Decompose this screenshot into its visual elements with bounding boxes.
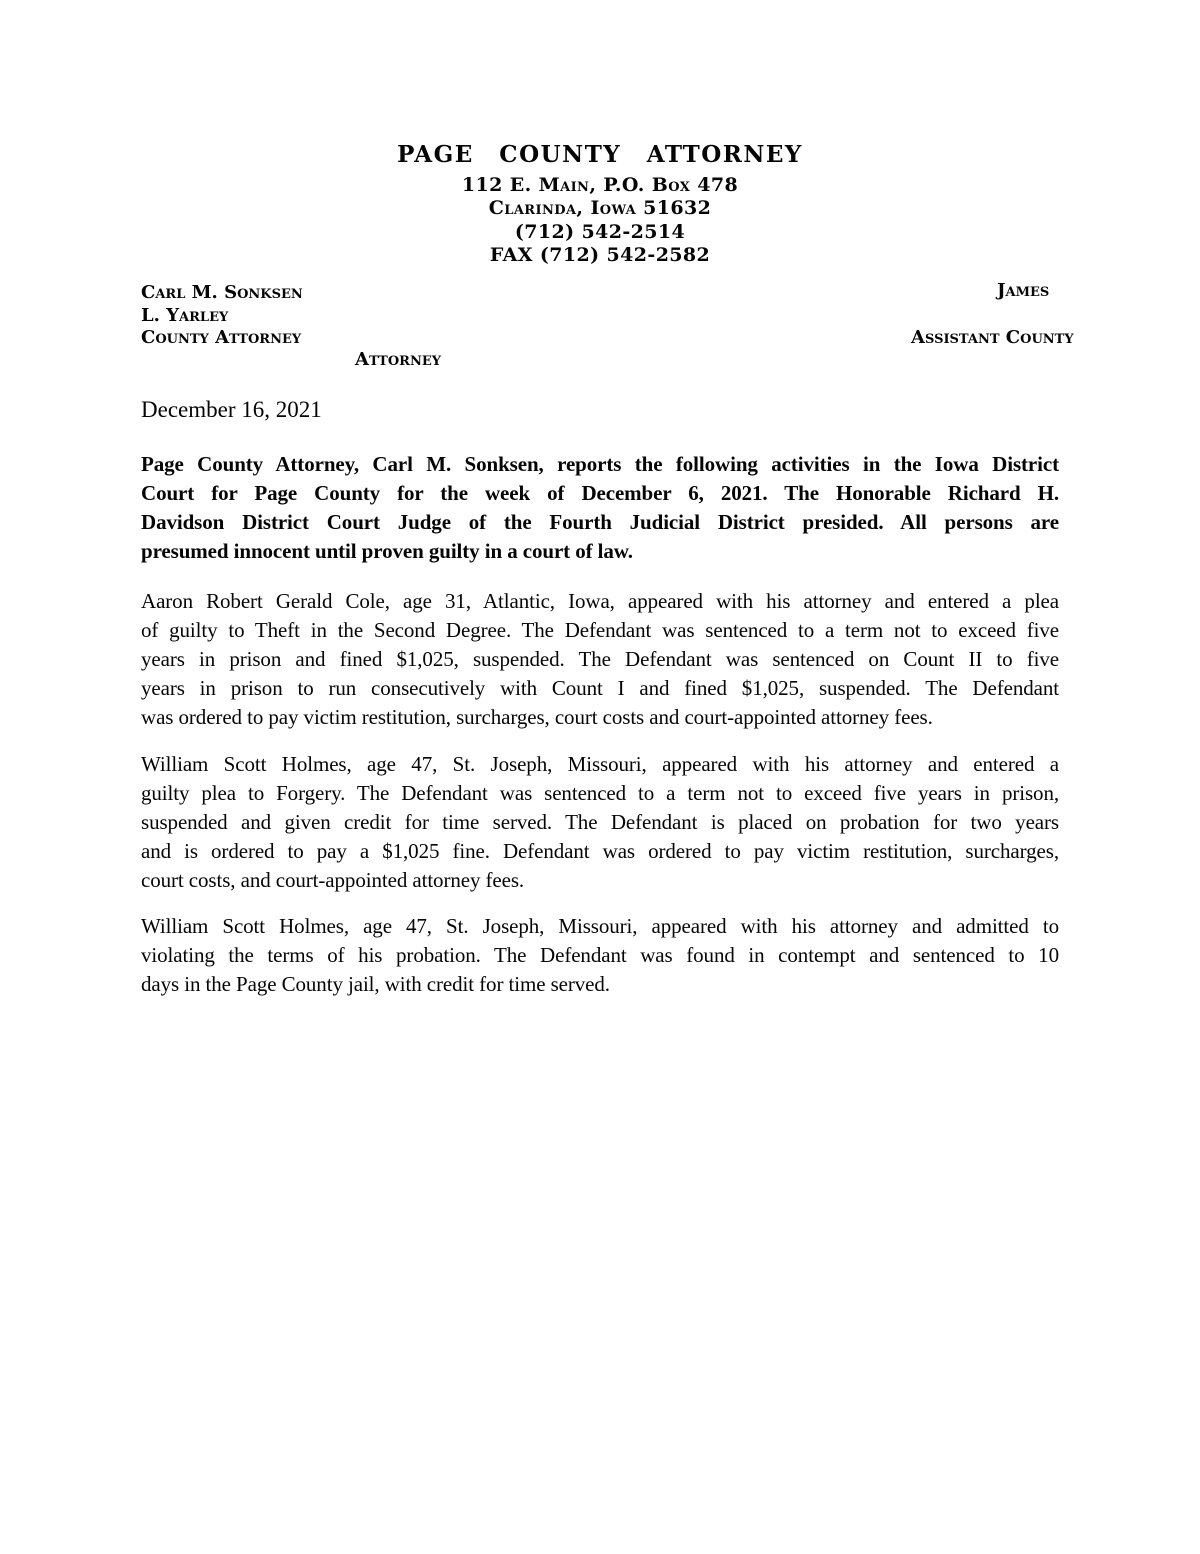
text-line: guilty plea to Forgery. The Defendant was sentenced to a term not to exceed five years in prison,	[141, 781, 1059, 805]
text-line: suspended and given credit for time served. The Defendant is placed on probation for two years	[141, 810, 1059, 834]
text-line: years in prison to run consecutively with Count I and fined $1,025, suspended. The Defendant	[141, 676, 1059, 700]
paragraph-weekly-summary	[141, 450, 1059, 566]
text-line: Page County Attorney, Carl M. Sonksen, reports the following activities in the Iowa District	[141, 452, 1059, 476]
text-line: violating the terms of his probation. The Defendant was found in contempt and sentenced to 10	[141, 943, 1059, 967]
letterhead-fax: FAX (712) 542-2582	[489, 244, 711, 266]
letterhead-address-line2: Clarinda, Iowa 51632	[488, 197, 712, 219]
text-line: was ordered to pay victim restitution, surcharges, court costs and court-appointed attorney fees.	[141, 705, 933, 729]
text-line: William Scott Holmes, age 47, St. Joseph, Missouri, appeared with his attorney and admitted to	[141, 914, 1059, 938]
text-line: William Scott Holmes, age 47, St. Joseph, Missouri, appeared with his attorney and entered a	[141, 752, 1059, 776]
text-line: Court for Page County for the week of December 6, 2021. The Honorable Richard H.	[141, 481, 1059, 505]
assistant-attorney-title-part1: Assistant County	[911, 327, 1074, 348]
letter-date: December 16, 2021	[141, 397, 322, 422]
text-line: years in prison and fined $1,025, suspended. The Defendant was sentenced on Count II to five	[141, 647, 1059, 671]
county-attorney-name: Carl M. Sonksen	[141, 282, 303, 303]
letterhead-phone: (712) 542-2514	[514, 221, 686, 243]
text-line: of guilty to Theft in the Second Degree. The Defendant was sentenced to a term not to exceed five	[141, 618, 1059, 642]
text-line: Aaron Robert Gerald Cole, age 31, Atlantic, Iowa, appeared with his attorney and entered a plea	[141, 589, 1059, 613]
letterhead-title: PAGE COUNTY ATTORNEY	[397, 141, 803, 168]
paragraph-case-holmes-probation	[141, 912, 1059, 999]
text-line: days in the Page County jail, with credit for time served.	[141, 972, 610, 996]
assistant-attorney-name-part2: L. Yarley	[141, 305, 229, 326]
text-line: and is ordered to pay a $1,025 fine. Defendant was ordered to pay victim restitution, surcharges,	[141, 839, 1059, 863]
assistant-attorney-name-part1: James	[997, 280, 1050, 301]
paragraph-case-cole	[141, 587, 1059, 732]
county-attorney-title: County Attorney	[141, 327, 302, 348]
assistant-attorney-title-part2: Attorney	[355, 349, 442, 370]
letterhead-address-line1: 112 E. Main, P.O. Box 478	[461, 174, 739, 196]
paragraph-case-holmes-forgery	[141, 750, 1059, 895]
text-line: Davidson District Court Judge of the Fourth Judicial District presided. All persons are	[141, 510, 1059, 534]
text-line: presumed innocent until proven guilty in a court of law.	[141, 539, 633, 563]
text-line: court costs, and court-appointed attorney fees.	[141, 868, 525, 892]
